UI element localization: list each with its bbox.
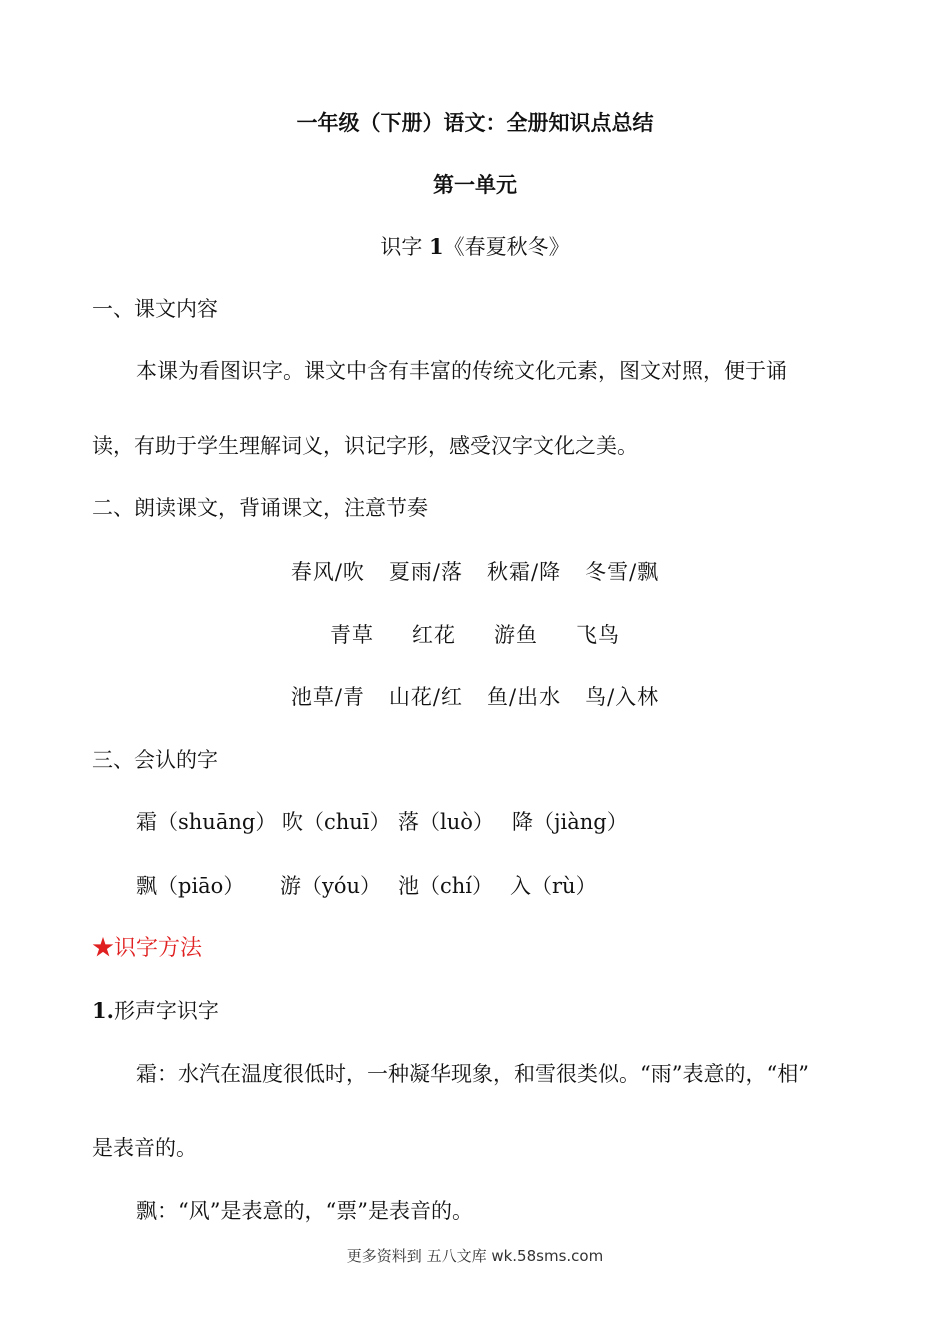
character-item: 吹（chuī） xyxy=(282,810,391,834)
poem-line-1 xyxy=(0,558,950,586)
poem-phrase: 夏雨/落 xyxy=(388,560,463,584)
piao-explanation: 飘：“风”是表意的，“票”是表音的。 xyxy=(136,1199,473,1223)
poem-phrase: 鸟/入林 xyxy=(585,685,660,709)
method-sub-number: 1. xyxy=(92,998,114,1023)
section1-paragraph-line1: 本课为看图识字。课文中含有丰富的传统文化元素，图文对照，便于诵 xyxy=(136,359,787,383)
character-item: 入（rù） xyxy=(510,874,597,898)
method-subheading xyxy=(92,997,219,1025)
poem-phrase: 秋霜/降 xyxy=(487,560,562,584)
section2-heading: 二、朗读课文，背诵课文，注意节奏 xyxy=(92,496,428,520)
unit-heading: 第一单元 xyxy=(433,172,517,197)
poem-phrase: 池草/青 xyxy=(290,685,365,709)
lesson-prefix: 识字 xyxy=(380,235,430,259)
poem-phrase: 山花/红 xyxy=(388,685,463,709)
section1-heading: 一、课文内容 xyxy=(92,297,218,321)
section1-paragraph-line2: 读，有助于学生理解词义，识记字形，感受汉字文化之美。 xyxy=(92,434,638,458)
poem-line-3 xyxy=(0,683,950,711)
character-item: 降（jiàng） xyxy=(512,810,628,834)
poem-phrase: 游鱼 xyxy=(494,623,538,647)
poem-line-2 xyxy=(0,621,950,649)
section3-heading: 三、会认的字 xyxy=(92,748,218,772)
lesson-title xyxy=(0,233,950,261)
character-item: 落（luò） xyxy=(398,810,494,834)
poem-phrase: 青草 xyxy=(330,623,374,647)
poem-phrase: 红花 xyxy=(412,623,456,647)
character-item: 霜（shuāng） xyxy=(136,810,277,834)
character-item: 游（yóu） xyxy=(280,874,382,898)
character-item: 池（chí） xyxy=(398,874,494,898)
poem-phrase: 春风/吹 xyxy=(290,560,365,584)
footer-watermark: 更多资料到 五八文库 wk.58sms.com xyxy=(346,1247,604,1265)
poem-phrase: 冬雪/飘 xyxy=(585,560,660,584)
poem-phrase: 飞鸟 xyxy=(576,623,620,647)
method-heading: ★识字方法 xyxy=(92,936,203,961)
shuang-explanation-line1: 霜：水汽在温度很低时，一种凝华现象，和雪很类似。“雨”表意的，“相” xyxy=(136,1062,809,1086)
shuang-explanation-line2: 是表音的。 xyxy=(92,1136,197,1160)
lesson-name: 《春夏秋冬》 xyxy=(443,235,570,259)
lesson-number: 1 xyxy=(429,234,444,259)
document-title: 一年级（下册）语文：全册知识点总结 xyxy=(296,110,654,135)
method-sub-label: 形声字识字 xyxy=(113,999,219,1023)
character-item: 飘（piāo） xyxy=(136,874,245,898)
poem-phrase: 鱼/出水 xyxy=(487,685,562,709)
